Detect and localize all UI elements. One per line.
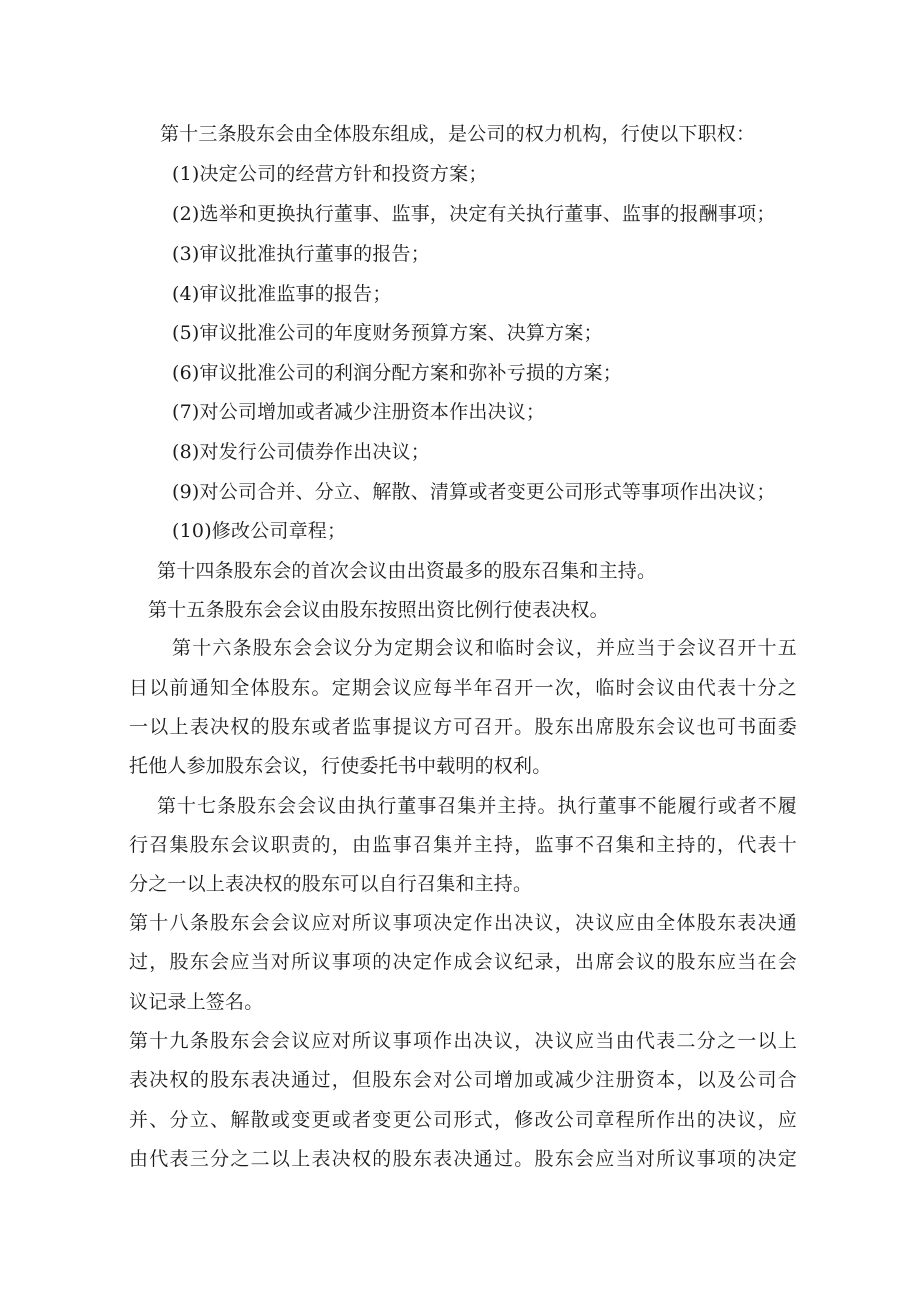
article-13-item-1: (1)决定公司的经营方针和投资方案；: [172, 163, 488, 185]
article-16-line-2: 日以前通知全体股东。定期会议应每半年召开一次，临时会议由代表十分之: [129, 677, 797, 699]
article-13-item-2: (2)选举和更换执行董事、监事，决定有关执行董事、监事的报酬事项；: [172, 203, 776, 225]
article-13-item-3: (3)审议批准执行董事的报告；: [172, 243, 430, 265]
article-17-line-3: 分之一以上表决权的股东可以自行召集和主持。: [129, 873, 533, 895]
article-17-line-2: 行召集股东会议职责的，由监事召集并主持，监事不召集和主持的，代表十: [129, 834, 797, 856]
article-16-line-4: 托他人参加股东会议，行使委托书中载明的权利。: [129, 755, 552, 777]
article-18-line-2: 过，股东会应当对所议事项的决定作成会议纪录，出席会议的股东应当在会: [129, 951, 797, 973]
article-13-item-9: (9)对公司合并、分立、解散、清算或者变更公司形式等事项作出决议；: [172, 481, 776, 503]
article-14: 第十四条股东会的首次会议由出资最多的股东召集和主持。: [157, 560, 657, 582]
article-15: 第十五条股东会会议由股东按照出资比例行使表决权。: [148, 599, 609, 621]
article-18-line-3: 议记录上签名。: [129, 991, 264, 1013]
article-16-line-1: 第十六条股东会会议分为定期会议和临时会议，并应当于会议召开十五: [172, 637, 797, 659]
article-19-line-3: 并、分立、解散或变更或者变更公司形式，修改公司章程所作出的决议，应: [129, 1109, 797, 1131]
article-13-item-7: (7)对公司增加或者减少注册资本作出决议；: [172, 401, 546, 423]
article-18-line-1: 第十八条股东会会议应对所议事项决定作出决议，决议应由全体股东表决通: [129, 912, 797, 934]
article-13-heading: 第十三条股东会由全体股东组成，是公司的权力机构，行使以下职权：: [160, 123, 756, 145]
article-17-line-1: 第十七条股东会会议由执行董事召集并主持。执行董事不能履行或者不履: [157, 795, 797, 817]
article-13-item-4: (4)审议批准监事的报告；: [172, 283, 392, 305]
article-13-item-8: (8)对发行公司债券作出决议；: [172, 441, 430, 463]
article-19-line-2: 表决权的股东表决通过，但股东会对公司增加或减少注册资本，以及公司合: [129, 1069, 797, 1091]
article-16-line-3: 一以上表决权的股东或者监事提议方可召开。股东出席股东会议也可书面委: [129, 716, 797, 738]
article-19-line-4: 由代表三分之二以上表决权的股东表决通过。股东会应当对所议事项的决定: [129, 1148, 797, 1170]
article-13-item-10: (10)修改公司章程；: [172, 520, 347, 542]
article-13-item-6: (6)审议批准公司的利润分配方案和弥补亏损的方案；: [172, 362, 622, 384]
article-19-line-1: 第十九条股东会会议应对所议事项作出决议，决议应当由代表二分之一以上: [129, 1030, 797, 1052]
article-13-item-5: (5)审议批准公司的年度财务预算方案、决算方案；: [172, 322, 603, 344]
